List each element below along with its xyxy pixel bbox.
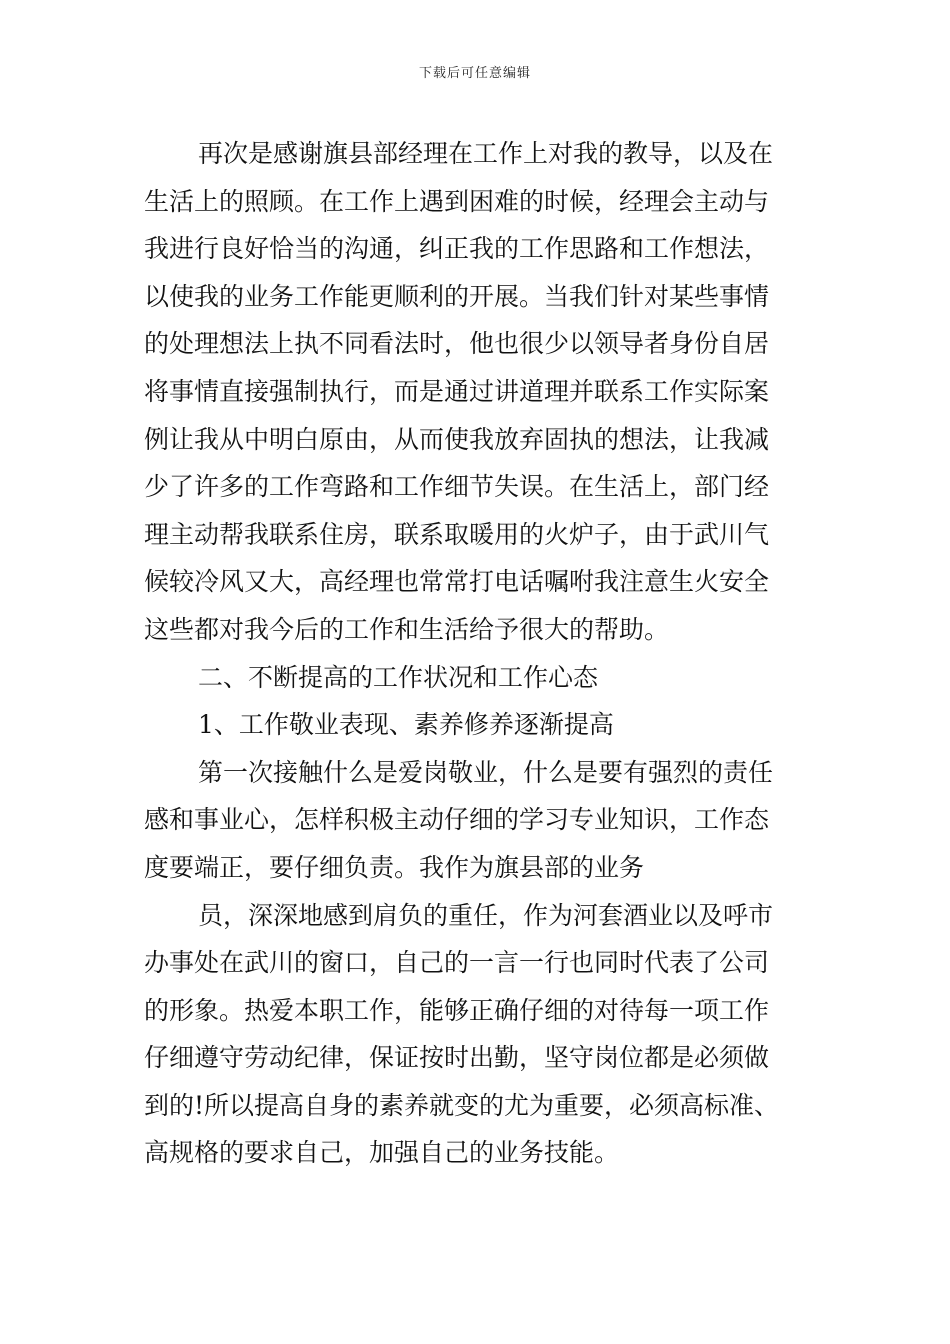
document-body: [144, 130, 809, 1177]
paragraph-line: 的形象。热爱本职工作，能够正确仔细的对待每一项工作: [144, 995, 770, 1025]
page-header: 下载后可任意编辑: [418, 66, 531, 81]
paragraph-line: 感和事业心，怎样积极主动仔细的学习专业知识，工作态: [144, 805, 770, 835]
paragraph-line: 度要端正，要仔细负责。我作为旗县部的业务: [144, 852, 645, 882]
paragraph-line: 生活上的照顾。在工作上遇到困难的时候，经理会主动与: [144, 186, 770, 216]
subsection-heading: 1、工作敬业表现、素养修养逐渐提高: [198, 710, 614, 740]
paragraph-line: 少了许多的工作弯路和工作细节失误。在生活上，部门经: [144, 472, 770, 502]
paragraph-line: 办事处在武川的窗口，自己的一言一行也同时代表了公司: [144, 948, 770, 978]
paragraph-line: 再次是感谢旗县部经理在工作上对我的教导，以及在: [198, 139, 774, 168]
paragraph-line: 理主动帮我联系住房，联系取暖用的火炉子，由于武川气: [144, 519, 770, 549]
paragraph-line: 仔细遵守劳动纪律，保证按时出勤，坚守岗位都是必须做: [144, 1043, 770, 1073]
paragraph-line: 第一次接触什么是爱岗敬业，什么是要有强烈的责任: [198, 757, 774, 787]
paragraph-line: 候较冷风又大，高经理也常常打电话嘱咐我注意生火安全: [144, 567, 770, 597]
paragraph-line: 这些都对我今后的工作和生活给予很大的帮助。: [144, 614, 670, 644]
paragraph-line: 例让我从中明白原由，从而使我放弃固执的想法，让我减: [144, 424, 770, 454]
paragraph-line: 我进行良好恰当的沟通，纠正我的工作思路和工作想法，: [144, 234, 770, 264]
section-heading: 二、不断提高的工作状况和工作心态: [198, 662, 599, 692]
paragraph-line: 到的!所以提高自身的素养就变的尤为重要，必须高标准、: [144, 1090, 780, 1120]
paragraph-line: 的处理想法上执不同看法时，他也很少以领导者身份自居: [144, 329, 770, 359]
paragraph-line: 员，深深地感到肩负的重任，作为河套酒业以及呼市: [198, 900, 774, 930]
paragraph-line: 将事情直接强制执行，而是通过讲道理并联系工作实际案: [144, 376, 770, 406]
paragraph-line: 高规格的要求自己，加强自己的业务技能。: [144, 1138, 620, 1168]
paragraph-line: 以使我的业务工作能更顺利的开展。当我们针对某些事情: [144, 281, 770, 311]
